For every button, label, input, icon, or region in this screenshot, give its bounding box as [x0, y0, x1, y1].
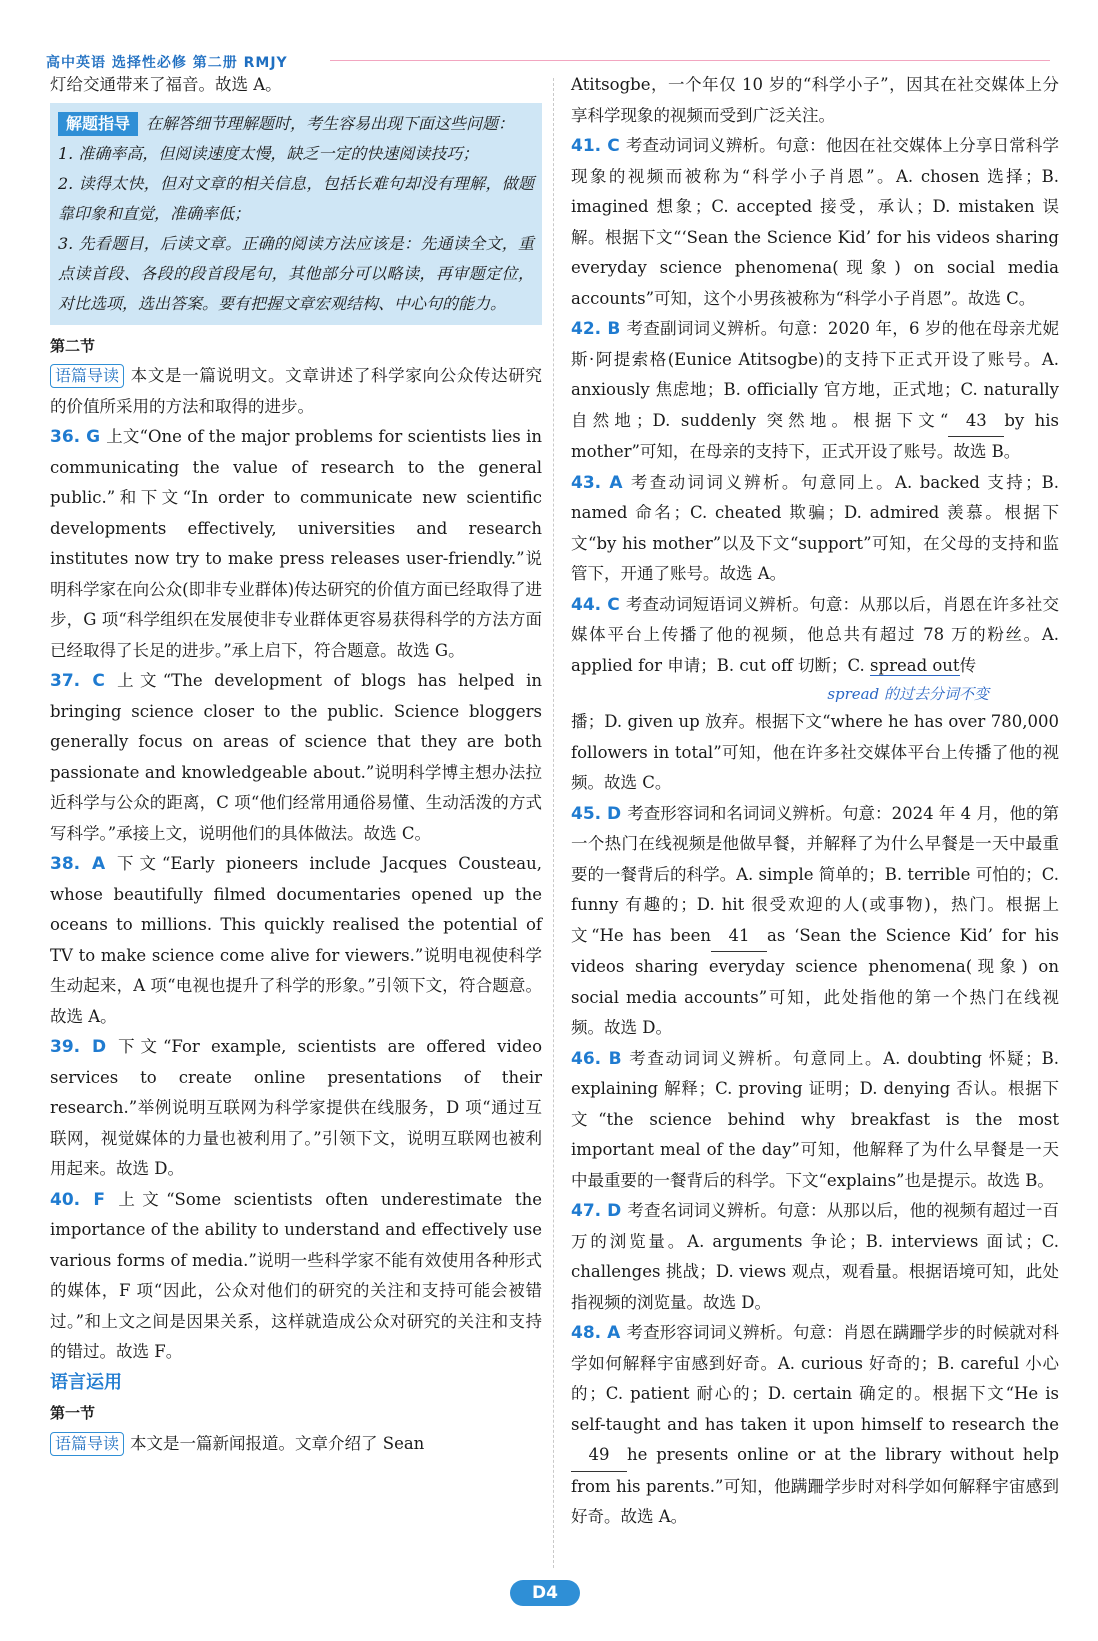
q40-text: 上文“Some scientists often underestimate the importance of the ability to understand and effectively use various forms of media.”说明一些科学家不能有效使用各种形式的媒体，F 项“因此，公众对他们的研究的关注和支持可能会被错过。”和上文之间是因果关系，这样就造成公众对研究的关注和支持的错过。故选 F。: [50, 1189, 543, 1361]
q37-number: 37. C: [50, 671, 105, 691]
language-use-title: 语言运用: [50, 1371, 122, 1393]
answer-45: [571, 799, 1059, 1044]
q45-blank: 41: [711, 921, 767, 953]
q44-text-c: 播；D. given up 放弃。根据下文“where he has over 780,000 followers in total”可知，他在许多社交媒体平台上传播了他的视频。故选 C。: [571, 712, 1059, 792]
guide2-tag: 语篇导读: [50, 1432, 124, 1456]
q45-text-b: as ‘Sean the Science Kid’ for his videos sharing everyday science phenomena(现象) on social media accounts”可知，此处指他的第一个热门在线视频。故选 D。: [571, 925, 1059, 1037]
q36-text: 上文“One of the major problems for scientists lies in communicating the value of research to the general public.”和下文“In order to communicate new scientific developments effectively, universities and research institutes now try to make press releases user-friendly.”说明科学家在向公众(即非专业群体)传达研究的价值方面已经取得了进步，G 项“科学组织在发展使非专业群体更容易获得科学的方法方面已经取得了长足的进步。”承上启下，符合题意。故选 G。: [50, 427, 542, 660]
q44-text-a: 考查动词短语词义辨析。句意：从那以后，肖恩在许多社交媒体平台上传播了他的视频，他总共有超过 78 万的粉丝。A. applied for 申请；B. cut off 切断；C.: [571, 594, 1060, 675]
header-rule: [330, 60, 1050, 61]
tip-line-1: 在解答细节理解题时，考生容易出现下面这些问题：: [146, 113, 515, 133]
q45-number: 45. D: [571, 803, 622, 824]
answer-46: [571, 1044, 1059, 1197]
answer-47: [571, 1196, 1059, 1318]
q48-blank: 49: [571, 1440, 627, 1472]
continuation-text: Atitsogbe，一个年仅 10 岁的“科学小子”，因其在社交媒体上分享科学现象的视频而受到广泛关注。: [571, 75, 1059, 125]
answer-42: [571, 314, 1059, 468]
answer-39: [50, 1032, 542, 1185]
running-header: 高中英语 选择性必修 第二册 RMJY: [46, 55, 288, 71]
answer-48: [571, 1318, 1059, 1533]
tip-box: [50, 103, 542, 325]
q47-number: 47. D: [571, 1201, 622, 1221]
answer-36: [50, 422, 542, 666]
q38-number: 38. A: [50, 854, 106, 874]
q42-text-a: 考查副词词义辨析。句意：2020 年，6 岁的他在母亲尤妮斯·阿提索格(Eunice Atitsogbe)的支持下正式开设了账号。A. anxiously 焦虑地；B. officially 官方地，正式地；C. naturally 自然地；D. suddenly 突然地。根据下文“: [571, 319, 1059, 430]
q36-number: 36. G: [50, 427, 101, 447]
answer-38: [50, 849, 542, 1032]
q48-text-a: 考查形容词词义辨析。句意：肖恩在蹒跚学步的时候就对科学如何解释宇宙感到好奇。A. curious 好奇的；B. careful 小心的；C. patient 耐心的；D. certain 确定的。根据下文“He is self-taught and has taken it upon himself to research the: [571, 1323, 1059, 1434]
q38-text: 下文“Early pioneers include Jacques Cousteau, whose beautifully filmed documentaries opened up the oceans to millions. This quickly realised the potential of TV to make science come alive for viewers.”说明电视使科学生动起来，A 项“电视也提升了科学的形象。”引领下文，符合题意。故选 A。: [50, 854, 542, 1026]
guide2-text: 本文是一篇新闻报道。文章介绍了 Sean: [130, 1433, 425, 1453]
q41-number: 41. C: [571, 136, 620, 156]
q39-text: 下文“For example, scientists are offered video services to create online presentations of their research.”举例说明互联网为科学家提供在线服务，D 项“通过互联网，视觉媒体的力量也被利用了。”引领下文，说明互联网也被利用起来。故选 D。: [50, 1037, 542, 1178]
intro-line: 灯给交通带来了福音。故选 A。: [50, 75, 282, 94]
section-2-title: 第二节: [50, 336, 96, 355]
guide-text: 本文是一篇说明文。文章讲述了科学家向公众传达研究的价值所采用的方法和取得的进步。: [50, 366, 542, 416]
q41-text: 考查动词词义辨析。句意：他因在社交媒体上分享日常科学现象的视频而被称为“科学小子肖恩”。A. chosen 选择；B. imagined 想象；C. accepted 接受，承认；D. mistaken 误解。根据下文“‘Sean the Science Kid’ for his videos sharing everyday science phenomena(现象) on social media accounts”可知，这个小男孩被称为“科学小子肖恩”。故选 C。: [571, 136, 1060, 308]
section-1-title: 第一节: [50, 1404, 96, 1422]
answer-37: [50, 666, 542, 849]
answer-41: [571, 131, 1059, 314]
q42-text-b: by his mother”可知，在母亲的支持下，正式开设了账号。故选 B。: [571, 410, 1059, 461]
q40-number: 40. F: [50, 1189, 106, 1210]
q46-text: 考查动词词义辨析。句意同上。A. doubting 怀疑；B. explaining 解释；C. proving 证明；D. denying 否认。根据下文“the science behind why breakfast is the most important meal of the day”可知，他解释了为什么早餐是一天中最重要的一餐背后的科学。下文“explains”也是提示。故选 B。: [571, 1048, 1059, 1190]
tip-line-4: 3. 先看题目，后读文章。正确的阅读方法应该是：先通读全文，重点读首段、各段的段首段尾句，其他部分可以略读，再审题定位，对比选项，选出答案。要有把握文章宏观结构、中心句的能力。: [58, 233, 534, 313]
q46-number: 46. B: [571, 1048, 622, 1069]
q37-text: 上文“The development of blogs has helped in bringing science closer to the public. Science bloggers generally focus on areas of science that they are both passionate and knowledgeable about.”说明科学博主想办法拉近科学与公众的距离，C 项“他们经常用通俗易懂、生动活泼的方式写科学。”承接上文，说明他们的具体做法。故选 C。: [50, 671, 542, 843]
tip-line-3: 2. 读得太快，但对文章的相关信息，包括长难句却没有理解，做题靠印象和直觉，准确率低；: [58, 173, 534, 223]
q47-text: 考查名词词义辨析。句意：从那以后，他的视频有超过一百万的浏览量。A. arguments 争论；B. interviews 面试；C. challenges 挑战；D. views 观点，观看量。根据语境可知，此处指视频的浏览量。故选 D。: [571, 1201, 1060, 1312]
tip-line-2: 1. 准确率高，但阅读速度太慢，缺乏一定的快速阅读技巧；: [58, 143, 479, 163]
guide-tag: 语篇导读: [50, 364, 124, 388]
q39-number: 39. D: [50, 1037, 107, 1057]
answer-44: [571, 590, 1059, 682]
q48-number: 48. A: [571, 1323, 621, 1343]
q43-number: 43. A: [571, 472, 623, 493]
tip-tag: 解题指导: [58, 112, 138, 136]
q44-spread-out: spread out: [870, 655, 960, 675]
q42-blank: 43: [948, 406, 1004, 438]
q44-text-b: 传: [959, 655, 977, 675]
handwritten-note: spread 的过去分词不变: [827, 685, 989, 703]
q44-number: 44. C: [571, 594, 620, 615]
q43-text: 考查动词词义辨析。句意同上。A. backed 支持；B. named 命名；C. cheated 欺骗；D. admired 羡慕。根据下文“by his mother”以及下文“support”可知，在父母的支持和监管下，开通了账号。故选 A。: [571, 472, 1059, 583]
answer-43: [571, 468, 1059, 590]
column-divider: [553, 78, 554, 1568]
page-number: D4: [510, 1580, 580, 1606]
right-column: [571, 70, 1059, 1533]
q48-text-b: he presents online or at the library without help from his parents.”可知，他蹒跚学步时对科学如何解释宇宙感到好奇。故选 A。: [571, 1445, 1059, 1526]
left-column: [50, 70, 542, 1459]
answer-40: [50, 1185, 542, 1368]
q45-text-a: 考查形容词和名词词义辨析。句意：2024 年 4 月，他的第一个热门在线视频是他做早餐，并解释了为什么早餐是一天中最重要的一餐背后的科学。A. simple 简单的；B. terrible 可怕的；C. funny 有趣的；D. hit 很受欢迎的人(或事物)，热门。根据上文“He has been: [571, 803, 1059, 945]
q42-number: 42. B: [571, 319, 621, 339]
